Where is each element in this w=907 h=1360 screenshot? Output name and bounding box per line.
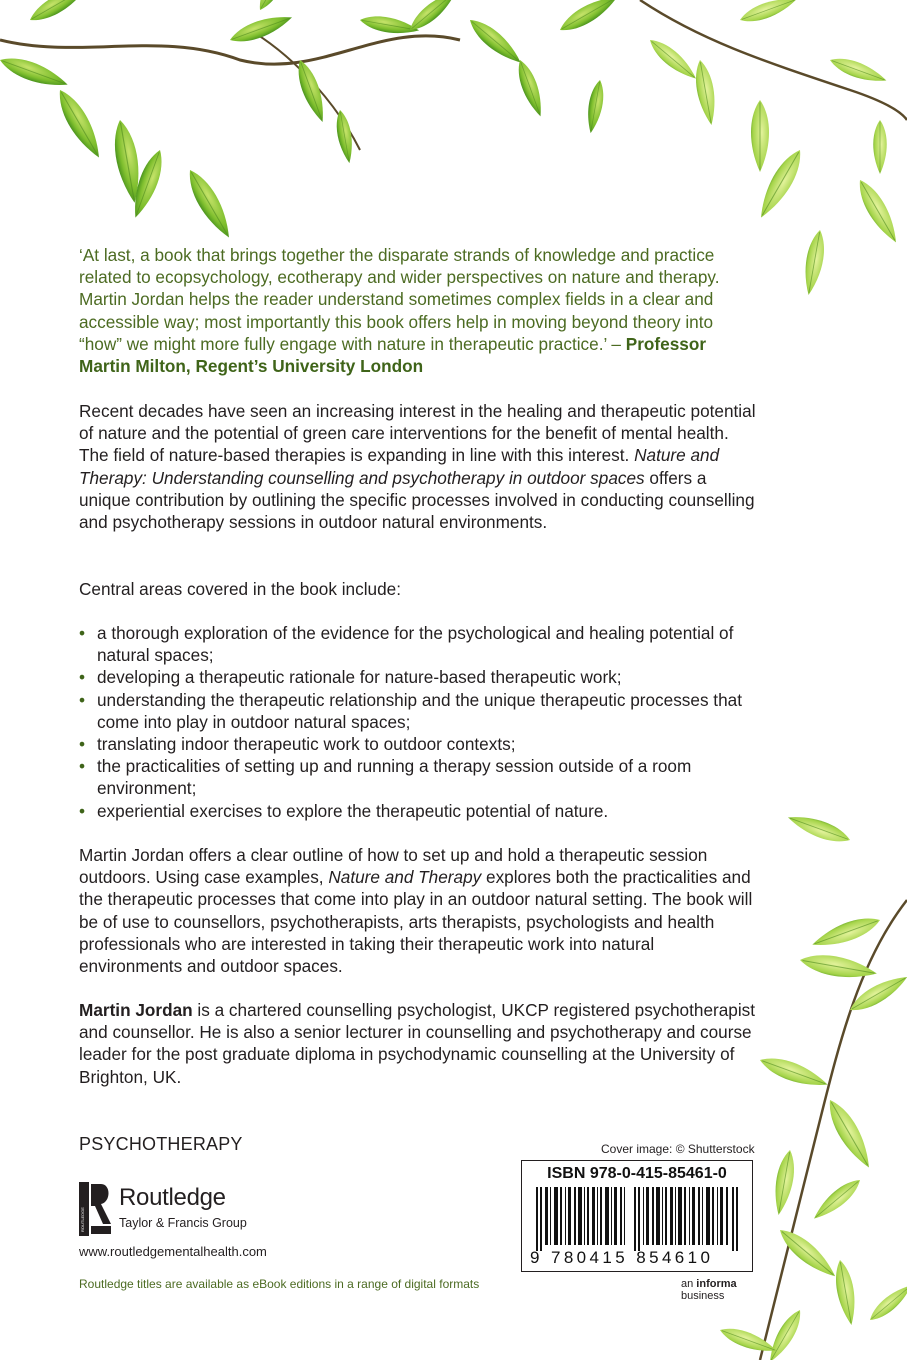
list-item-text: translating indoor therapeutic work to outdoor contexts; [97,734,516,755]
list-item [79,755,759,799]
informa-prefix: an [681,1278,697,1290]
list-item [79,622,759,666]
bullet-icon: • [79,667,86,688]
emblem-text: ROUTLEDGE [80,1207,85,1232]
list-item [79,800,759,822]
publisher-name: Routledge [119,1184,226,1211]
list-item-text: experiential exercises to explore the therapeutic potential of nature. [97,800,609,821]
list-item-text: developing a therapeutic rationale for nature-based therapeutic work; [97,667,622,688]
areas-list [79,622,759,822]
ebook-note: Routledge titles are available as eBook editions in a range of digital formats [79,1277,480,1291]
publisher-group: Taylor & Francis Group [119,1216,247,1230]
isbn-label: ISBN 978-0-415-85461-0 [547,1165,727,1182]
list-item-text: the practicalities of setting up and running a therapy session outside of a room environment; [97,756,692,799]
author-bio-text: is a chartered counselling psychologist, UKCP registered psychotherapist and counsellor. He is also a senior lecturer in counselling and psychotherapy and course leader for the post graduate diploma in psychodynamic counselling at the University of Brighton, UK. [79,1000,756,1087]
cover-image-credit: Cover image: © Shutterstock [601,1142,755,1156]
bullet-icon: • [79,689,86,710]
publisher-website[interactable]: www.routledgementalhealth.com [79,1244,267,1259]
list-item [79,666,759,688]
informa-name: informa [696,1278,737,1290]
informa-tagline [681,1278,759,1302]
bullet-icon: • [79,800,86,821]
publisher-logo [79,1182,319,1242]
list-item-text: a thorough exploration of the evidence for the psychological and healing potential of natural spaces; [97,623,734,666]
author-bio [79,999,759,1088]
description-paragraph-1 [79,400,759,533]
bullet-icon: • [79,623,86,643]
description-text: Martin Jordan offers a clear outline of how to set up and hold a therapeutic session outdoors. Using case examples, [79,845,708,888]
description-text: offers a unique contribution by outlining the specific processes involved in conducting counselling and psychotherapy sessions in outdoor natural environments. [79,467,755,533]
barcode-digits: 9 780415 854610 [530,1248,714,1267]
informa-suffix: business [681,1290,725,1302]
quote-text: ‘At last, a book that brings together the disparate strands of knowledge and practice related to ecopsychology, ecotherapy and wider perspectives on nature and therapy. Martin Jordan helps the reader understand sometimes complex fields in a clear and accessible way; most importantly this book offers help in moving beyond theory into “how” we might more fully engage with nature in therapeutic practice.’ – [79,245,720,354]
list-item-text: understanding the therapeutic relationship and the unique therapeutic processes that come into play in outdoor natural spaces; [97,689,742,732]
author-name: Martin Jordan [79,1000,193,1020]
description-text: explores both the practicalities and the therapeutic processes that come into play in an outdoor natural setting. The book will be of use to counsellors, psychotherapists, arts therapists, psychologists and health professionals who are interested in taking their therapeutic work into natural environments and outdoor spaces. [79,867,753,977]
bullet-icon: • [79,734,86,755]
book-title-italic: Nature and Therapy: Understanding counselling and psychotherapy in outdoor spaces [79,445,720,488]
list-item [79,733,759,755]
routledge-emblem-icon [79,1182,113,1236]
description-paragraph-3 [79,844,759,977]
description-text: Recent decades have seen an increasing interest in the healing and therapeutic potential of nature and the potential of green care interventions for the benefit of mental health. The field of nature-based therapies is expanding in line with this interest. [79,401,756,466]
bullet-icon: • [79,756,86,777]
quote-attribution: Professor Martin Milton, Regent’s University London [79,333,707,377]
areas-intro: Central areas covered in the book include: [79,579,401,599]
list-item [79,689,759,733]
isbn-barcode-box [521,1160,753,1272]
barcode-icon [536,1187,740,1251]
subject-category: PSYCHOTHERAPY [79,1134,243,1154]
endorsement-quote [79,244,759,377]
book-title-italic: Nature and Therapy [328,867,482,888]
